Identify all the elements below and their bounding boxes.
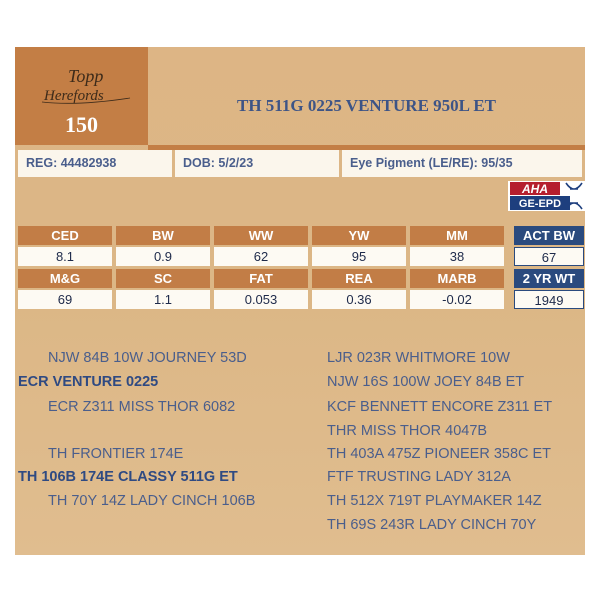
epd-header-rea: REA — [312, 269, 406, 288]
badge-line2: GE-EPD — [518, 198, 562, 210]
pedigree-dam: TH 106B 174E CLASSY 511G ET — [18, 469, 238, 485]
epd-header-yw: YW — [312, 226, 406, 245]
act-bw-label: ACT BW — [514, 226, 584, 245]
pedigree-right-line: KCF BENNETT ENCORE Z311 ET — [327, 399, 553, 415]
epd-header-marb: MARB — [410, 269, 504, 288]
topp-herefords-logo — [38, 62, 134, 108]
reg-number: REG: 44482938 — [18, 150, 172, 177]
badge-line1: AHA — [522, 182, 548, 196]
dob: DOB: 5/2/23 — [175, 150, 339, 177]
svg-text:Topp: Topp — [68, 66, 104, 86]
pedigree-right-line: NJW 16S 100W JOEY 84B ET — [327, 374, 525, 390]
two-yr-wt-value: 1949 — [514, 290, 584, 309]
pedigree-right-line: TH 512X 719T PLAYMAKER 14Z — [327, 493, 542, 509]
lot-number: 150 — [65, 112, 98, 137]
epd-header-fat: FAT — [214, 269, 308, 288]
epd-header-ww: WW — [214, 226, 308, 245]
pedigree-sire-sire: NJW 84B 10W JOURNEY 53D — [48, 350, 247, 366]
epd-value-ww: 62 — [214, 247, 308, 266]
epd-value-mg: 69 — [18, 290, 112, 309]
two-yr-wt-label: 2 YR WT — [514, 269, 584, 288]
epd-value-mm: 38 — [410, 247, 504, 266]
epd-value-sc: 1.1 — [116, 290, 210, 309]
pedigree-right-line: LJR 023R WHITMORE 10W — [327, 350, 510, 366]
epd-header-sc: SC — [116, 269, 210, 288]
animal-name: TH 511G 0225 VENTURE 950L ET — [237, 96, 496, 115]
epd-value-yw: 95 — [312, 247, 406, 266]
epd-value-rea: 0.36 — [312, 290, 406, 309]
pedigree-dam-dam: TH 70Y 14Z LADY CINCH 106B — [48, 493, 256, 509]
epd-value-fat: 0.053 — [214, 290, 308, 309]
pedigree-right-line: TH 403A 475Z PIONEER 358C ET — [327, 446, 552, 462]
pedigree-sire: ECR VENTURE 0225 — [18, 374, 159, 390]
svg-text:Herefords: Herefords — [44, 88, 104, 104]
act-bw-value: 67 — [514, 247, 584, 266]
epd-value-marb: -0.02 — [410, 290, 504, 309]
epd-value-ced: 8.1 — [18, 247, 112, 266]
epd-header-mm: MM — [410, 226, 504, 245]
epd-header-mg: M&G — [18, 269, 112, 288]
pedigree-sire-dam: ECR Z311 MISS THOR 6082 — [48, 399, 236, 415]
eye-pigment: Eye Pigment (LE/RE): 95/35 — [342, 150, 582, 177]
pedigree-right-line: THR MISS THOR 4047B — [327, 423, 488, 439]
epd-header-ced: CED — [18, 226, 112, 245]
epd-value-bw: 0.9 — [116, 247, 210, 266]
pedigree-right-line: TH 69S 243R LADY CINCH 70Y — [327, 517, 537, 533]
aha-ge-epd-badge — [508, 181, 592, 211]
pedigree-right-line: FTF TRUSTING LADY 312A — [327, 469, 511, 485]
pedigree-dam-sire: TH FRONTIER 174E — [48, 446, 184, 462]
epd-header-bw: BW — [116, 226, 210, 245]
